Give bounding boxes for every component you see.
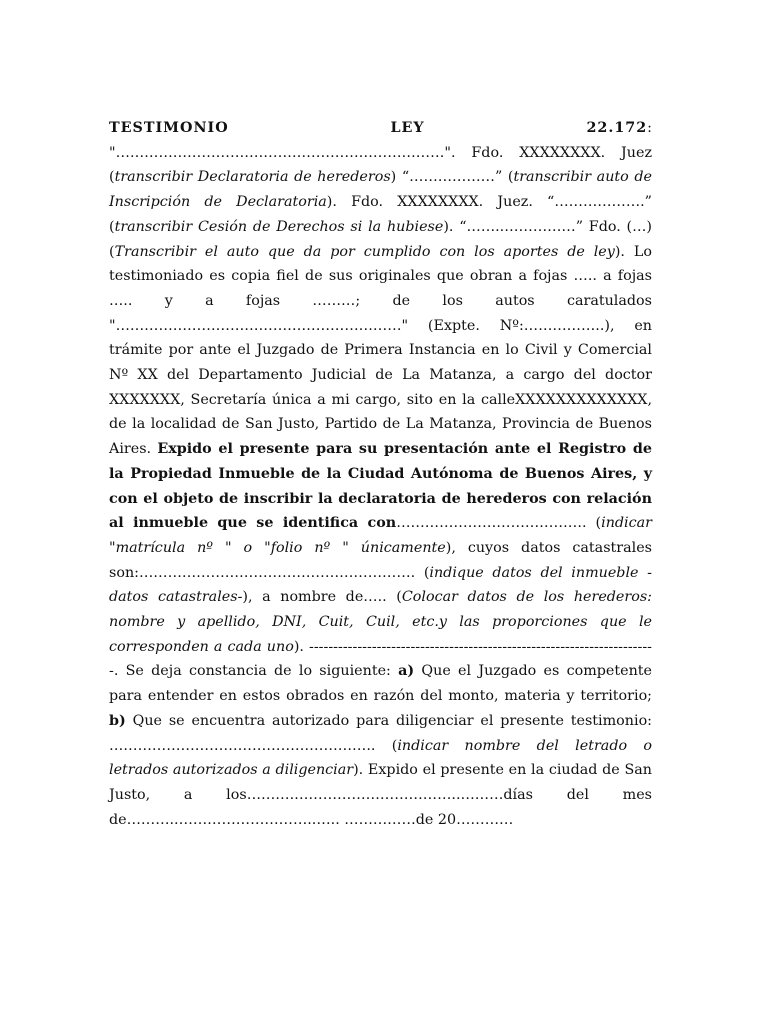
- italic-instruction: indique datos del inmueble -datos catastrales-: [109, 564, 652, 606]
- text-run: ). Lo testimoniado es copia fiel de sus originales que obran a fojas ….. a fojas ….. y a fojas ………; de los autos caratulados "……………………………………………………" (Expte. Nº:……………..), en trámite por ante el Juzgado de Primera Instancia en lo Civil y Comercial Nº XX del Departamento Judicial de La Matanza, a cargo del doctor XXXXXXX, Secretaría única a mi cargo, sito en la calleXXXXXXXXXXXXX, de la localidad de San Justo, Partido de La Matanza, Provincia de Buenos Aires.: [109, 243, 652, 458]
- text-run: ), cuyos datos catastrales son:…………………………………………………. (: [109, 539, 653, 581]
- text-run: Que se encuentra autorizado para diligenciar el presente testimonio: ……………………………………………….. (: [109, 712, 652, 754]
- italic-instruction: indicar "matrícula nº " o "folio nº " únicamente: [109, 515, 652, 556]
- italic-instruction: Transcribir el auto que da por cumplido con los aportes de ley: [114, 243, 615, 260]
- italic-instruction: transcribir Cesión de Derechos si la hubiese: [114, 218, 444, 235]
- item-marker-a: a): [398, 663, 415, 680]
- testimonio-body: [109, 116, 652, 832]
- text-run: …………………………………. (: [396, 515, 602, 532]
- italic-instruction: transcribir Declaratoria de herederos: [114, 169, 391, 186]
- text-run: ). Fdo. XXXXXXXX. Juez. “……………….” (: [109, 194, 652, 235]
- italic-instruction: indicar nombre del letrado o letrados autorizados a diligenciar: [109, 737, 652, 779]
- text-run: ). ------------------------------------------------------------------------. Se deja constancia de lo siguiente:: [109, 638, 652, 680]
- text-run: ), a nombre de….. (: [242, 589, 402, 606]
- item-marker-b: b): [109, 712, 126, 729]
- testimonio-paragraph: [109, 116, 652, 832]
- text-run: Que el Juzgado es competente para entender en estos obrados en razón del monto, materia y territorio;: [109, 663, 652, 705]
- text-run: : "……………………………………………………………". Fdo. XXXXXXXX. Juez (: [109, 120, 652, 186]
- italic-instruction: transcribir auto de Inscripción de Declaratoria: [109, 169, 652, 211]
- text-run: ) “………………” (: [390, 169, 514, 186]
- testimonio-title: TESTIMONIO LEY 22.172: [109, 120, 648, 136]
- bold-statement: Expido el presente para su presentación ante el Registro de la Propiedad Inmueble de la Ciudad Autónoma de Buenos Aires, y con el objeto de inscribir la declaratoria de herederos con relación al inmueble que se identifica con: [109, 441, 652, 532]
- text-run: ). Expido el presente en la ciudad de San Justo, a los……….……………………………..………días del mes de………..………………………..….. ……………de 20…………: [109, 762, 652, 828]
- text-run: ). “……..……………” Fdo. (…) (: [109, 218, 652, 260]
- italic-instruction: Colocar datos de los herederos: nombre y apellido, DNI, Cuit, Cuil, etc.y las proporciones que le corresponden a cada uno: [109, 589, 652, 655]
